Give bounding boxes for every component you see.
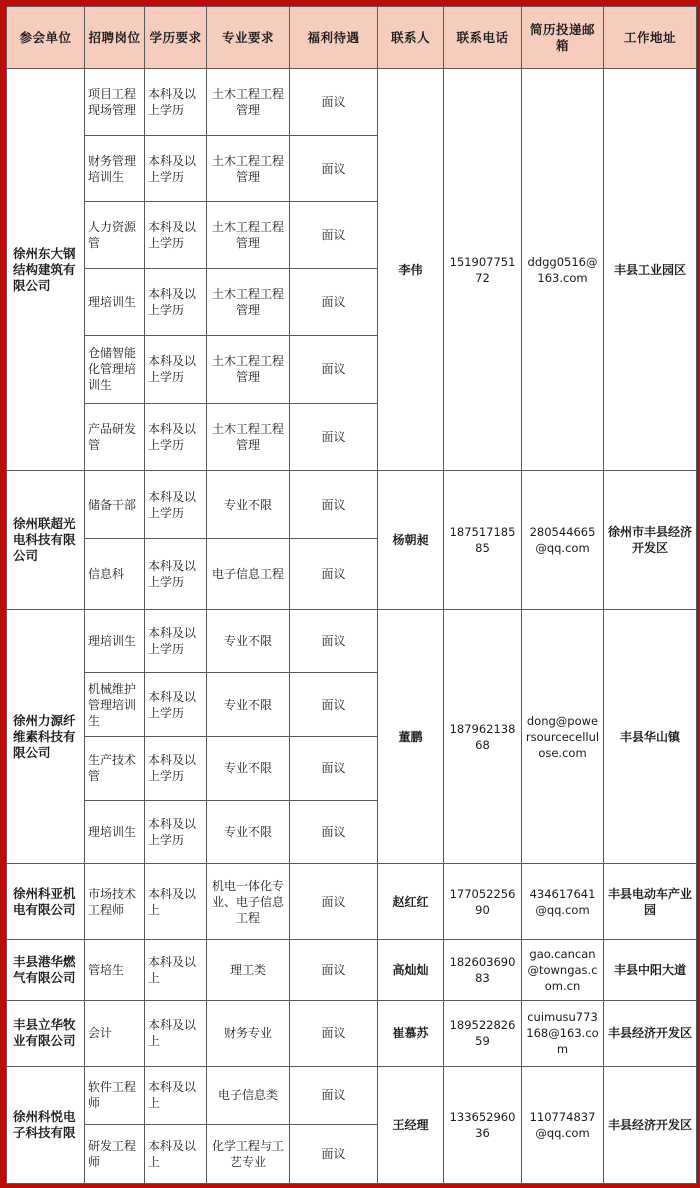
resume-email: 280544665@qq.com	[522, 471, 604, 609]
job-position: 理培训生	[85, 609, 145, 673]
company-name: 徐州联超光电科技有限公司	[7, 471, 85, 609]
welfare: 面议	[290, 202, 378, 269]
job-position: 产品研发管	[85, 403, 145, 471]
major-requirement: 土木工程工程管理	[207, 202, 290, 269]
major-requirement: 土木工程工程管理	[207, 69, 290, 136]
welfare: 面议	[290, 69, 378, 136]
contact-phone: 18751718585	[444, 471, 522, 609]
company-name: 徐州力源纤维素科技有限公司	[7, 609, 85, 864]
welfare: 面议	[290, 1125, 378, 1184]
education-requirement: 本科及以上	[145, 1125, 207, 1184]
table-row	[7, 1066, 697, 1125]
resume-email: cuimusu773168@163.com	[522, 1000, 604, 1066]
education-requirement: 本科及以上	[145, 1066, 207, 1125]
welfare: 面议	[290, 800, 378, 864]
major-requirement: 化学工程与工艺专业	[207, 1125, 290, 1184]
welfare: 面议	[290, 335, 378, 403]
work-address: 丰县电动车产业园	[604, 864, 697, 940]
welfare: 面议	[290, 471, 378, 539]
education-requirement: 本科及以上学历	[145, 538, 207, 609]
contact-phone: 18952282659	[444, 1000, 522, 1066]
welfare: 面议	[290, 673, 378, 737]
job-position: 软件工程师	[85, 1066, 145, 1125]
welfare: 面议	[290, 538, 378, 609]
company-name: 丰县港华燃气有限公司	[7, 940, 85, 1001]
job-position: 财务管理培训生	[85, 135, 145, 202]
table-row	[7, 69, 697, 136]
job-position: 理培训生	[85, 800, 145, 864]
work-address: 丰县经济开发区	[604, 1066, 697, 1183]
header-email: 简历投递邮箱	[522, 7, 604, 69]
contact-phone: 17705225690	[444, 864, 522, 940]
education-requirement: 本科及以上学历	[145, 471, 207, 539]
job-position: 管培生	[85, 940, 145, 1001]
contact-phone: 18796213868	[444, 609, 522, 864]
education-requirement: 本科及以上学历	[145, 609, 207, 673]
work-address: 徐州市丰县经济开发区	[604, 471, 697, 609]
resume-email: gao.cancan@towngas.com.cn	[522, 940, 604, 1001]
header-phone: 联系电话	[444, 7, 522, 69]
welfare: 面议	[290, 940, 378, 1001]
header-address: 工作地址	[604, 7, 697, 69]
education-requirement: 本科及以上学历	[145, 69, 207, 136]
welfare: 面议	[290, 609, 378, 673]
welfare: 面议	[290, 737, 378, 801]
resume-email: 434617641@qq.com	[522, 864, 604, 940]
contact-phone: 18260369083	[444, 940, 522, 1001]
education-requirement: 本科及以上	[145, 940, 207, 1001]
work-address: 丰县华山镇	[604, 609, 697, 864]
education-requirement: 本科及以上学历	[145, 403, 207, 471]
resume-email: 110774837@qq.com	[522, 1066, 604, 1183]
major-requirement: 电子信息工程	[207, 538, 290, 609]
header-company: 参会单位	[7, 7, 85, 69]
resume-email: ddgg0516@163.com	[522, 69, 604, 471]
job-position: 信息科	[85, 538, 145, 609]
major-requirement: 土木工程工程管理	[207, 135, 290, 202]
header-major: 专业要求	[207, 7, 290, 69]
contact-person: 杨朝昶	[378, 471, 444, 609]
major-requirement: 理工类	[207, 940, 290, 1001]
contact-person: 赵红红	[378, 864, 444, 940]
major-requirement: 电子信息类	[207, 1066, 290, 1125]
contact-person: 董鹏	[378, 609, 444, 864]
contact-person: 高灿灿	[378, 940, 444, 1001]
education-requirement: 本科及以上学历	[145, 673, 207, 737]
work-address: 丰县工业园区	[604, 69, 697, 471]
education-requirement: 本科及以上学历	[145, 202, 207, 269]
education-requirement: 本科及以上学历	[145, 737, 207, 801]
work-address: 丰县中阳大道	[604, 940, 697, 1001]
job-position: 理培训生	[85, 269, 145, 336]
welfare: 面议	[290, 269, 378, 336]
job-fair-table	[6, 6, 697, 1184]
resume-email: dong@powersourcecellulose.com	[522, 609, 604, 864]
table-row	[7, 864, 697, 940]
job-position: 项目工程现场管理	[85, 69, 145, 136]
contact-person: 崔慕苏	[378, 1000, 444, 1066]
company-name: 徐州东大钢结构建筑有限公司	[7, 69, 85, 471]
contact-phone: 15190775172	[444, 69, 522, 471]
company-name: 徐州科悦电子科技有限	[7, 1066, 85, 1183]
table-row	[7, 1000, 697, 1066]
header-position: 招聘岗位	[85, 7, 145, 69]
major-requirement: 专业不限	[207, 609, 290, 673]
welfare: 面议	[290, 1066, 378, 1125]
contact-person: 李伟	[378, 69, 444, 471]
job-position: 研发工程师	[85, 1125, 145, 1184]
welfare: 面议	[290, 135, 378, 202]
header-welfare: 福利待遇	[290, 7, 378, 69]
work-address: 丰县经济开发区	[604, 1000, 697, 1066]
education-requirement: 本科及以上学历	[145, 135, 207, 202]
job-position: 机械维护管理培训生	[85, 673, 145, 737]
table-row	[7, 940, 697, 1001]
welfare: 面议	[290, 1000, 378, 1066]
major-requirement: 专业不限	[207, 737, 290, 801]
education-requirement: 本科及以上学历	[145, 800, 207, 864]
welfare: 面议	[290, 864, 378, 940]
education-requirement: 本科及以上	[145, 1000, 207, 1066]
welfare: 面议	[290, 403, 378, 471]
job-position: 储备干部	[85, 471, 145, 539]
major-requirement: 土木工程工程管理	[207, 403, 290, 471]
job-position: 生产技术管	[85, 737, 145, 801]
company-name: 丰县立华牧业有限公司	[7, 1000, 85, 1066]
job-position: 会计	[85, 1000, 145, 1066]
table-row	[7, 609, 697, 673]
header-education: 学历要求	[145, 7, 207, 69]
major-requirement: 财务专业	[207, 1000, 290, 1066]
major-requirement: 土木工程工程管理	[207, 269, 290, 336]
education-requirement: 本科及以上学历	[145, 269, 207, 336]
table-body	[7, 69, 697, 1184]
company-name: 徐州科亚机电有限公司	[7, 864, 85, 940]
major-requirement: 专业不限	[207, 800, 290, 864]
header-contact: 联系人	[378, 7, 444, 69]
contact-phone: 13365296036	[444, 1066, 522, 1183]
major-requirement: 专业不限	[207, 471, 290, 539]
table-row	[7, 471, 697, 539]
job-position: 仓储智能化管理培训生	[85, 335, 145, 403]
major-requirement: 专业不限	[207, 673, 290, 737]
job-position: 人力资源管	[85, 202, 145, 269]
education-requirement: 本科及以上学历	[145, 335, 207, 403]
job-position: 市场技术工程师	[85, 864, 145, 940]
header-row	[7, 7, 697, 69]
education-requirement: 本科及以上	[145, 864, 207, 940]
contact-person: 王经理	[378, 1066, 444, 1183]
major-requirement: 土木工程工程管理	[207, 335, 290, 403]
major-requirement: 机电一体化专业、电子信息工程	[207, 864, 290, 940]
